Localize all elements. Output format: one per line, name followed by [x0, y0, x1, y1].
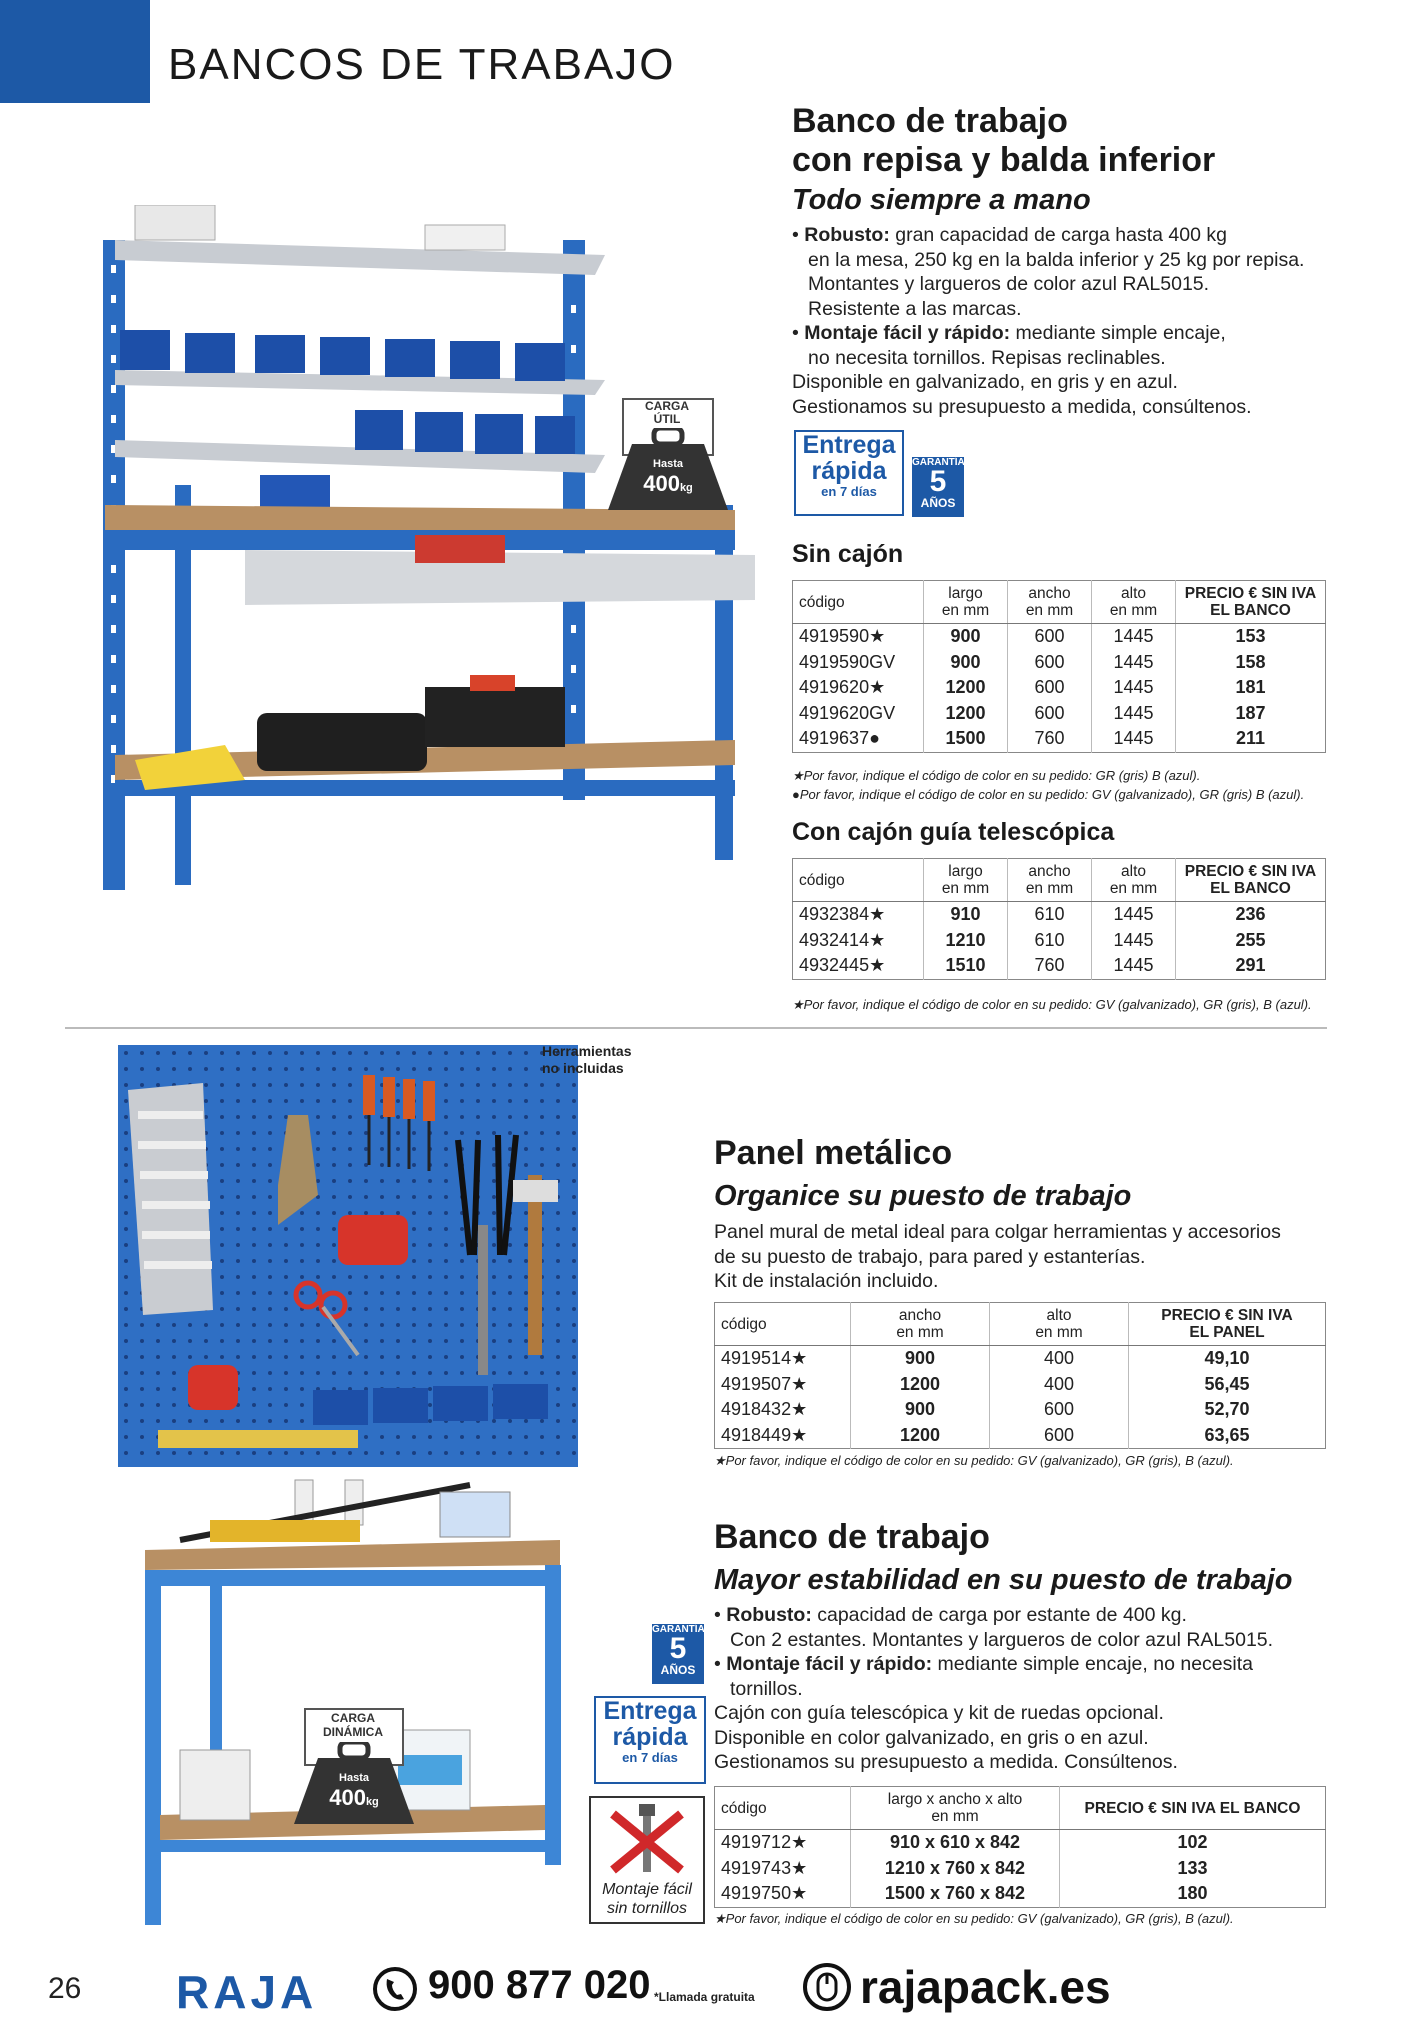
garantia-years: 5 [669, 1632, 687, 1665]
phone-icon [372, 1966, 418, 2012]
tools-not-included-note [542, 1043, 632, 1077]
cell-price: 133 [1177, 1857, 1208, 1878]
garantia-unit: AÑOS [660, 1663, 696, 1677]
cell-code: 4918432★ [715, 1397, 851, 1423]
cell-alto: 1445 [1092, 701, 1176, 727]
product1-bullet2: • Montaje fácil y rápido: mediante simple encaje, [792, 322, 1226, 344]
product1-subtitle: Todo siempre a mano [792, 184, 1091, 216]
bullet-bold: Montaje fácil y rápido: [804, 322, 1011, 344]
cell-price: 255 [1235, 929, 1266, 950]
product2-desc-line: Panel mural de metal ideal para colgar herramientas y accesorios [714, 1221, 1281, 1243]
table-row [715, 1830, 1326, 1856]
table-row [715, 1397, 1326, 1423]
cell-dims: 1500 x 760 x 842 [851, 1881, 1060, 1907]
phone-note: *Llamada gratuita [654, 1990, 755, 2004]
page-number: 26 [48, 1972, 82, 2005]
cell-price: 52,70 [1204, 1399, 1250, 1420]
cell-price: 158 [1235, 651, 1266, 672]
cell-alto: 400 [990, 1346, 1129, 1372]
metal-panel-image [118, 1045, 578, 1467]
cell-dims: 910 x 610 x 842 [851, 1830, 1060, 1856]
cell-price: 187 [1235, 702, 1266, 723]
cell-largo: 1200 [924, 701, 1008, 727]
table-row [793, 650, 1326, 676]
cell-price: 63,65 [1204, 1424, 1250, 1445]
product2-description [714, 1220, 1334, 1294]
col-unit: EL BANCO [1210, 602, 1291, 619]
cell-ancho: 1200 [851, 1423, 990, 1449]
cell-ancho: 600 [1008, 675, 1092, 701]
bullet-bold: Robusto: [726, 1604, 812, 1626]
cell-code: 4919750★ [715, 1881, 851, 1907]
table-row [715, 1881, 1326, 1907]
product1-line: Disponible en galvanizado, en gris y en azul. [792, 371, 1178, 393]
entrega-rapida-badge [594, 1696, 706, 1784]
dinamica-label: DINÁMICA [323, 1725, 383, 1739]
table1-note1: ★Por favor, indique el código de color en su pedido: GR (gris) B (azul). [792, 768, 1201, 783]
weight-value: 400 [329, 1785, 366, 1810]
cell-code: 4919712★ [715, 1830, 851, 1856]
product2-desc-line: Kit de instalación incluido. [714, 1270, 939, 1292]
workbench-simple-image [140, 1470, 580, 1930]
header-color-tab [0, 0, 150, 103]
cell-code: 4919514★ [715, 1346, 851, 1372]
cell-price: 236 [1235, 904, 1266, 925]
product2-title: Panel metálico [714, 1134, 953, 1172]
entrega-line2: rápida [612, 1723, 688, 1751]
raja-logo: RAJA [176, 1966, 318, 2018]
col-unit: en mm [896, 1324, 944, 1341]
table-row [793, 726, 1326, 752]
bullet-continuation: en la mesa, 250 kg en la balda inferior y 25 kg por repisa. [808, 248, 1305, 271]
tools-note-line1: Herramientas [542, 1043, 632, 1059]
cell-ancho: 1200 [851, 1372, 990, 1398]
workbench-shelves-image [95, 205, 775, 925]
col-code: código [793, 859, 924, 902]
product1-bullet1: • Robusto: gran capacidad de carga hasta 400 kg [792, 224, 1227, 246]
garantia-label: GARANTÍA [912, 457, 965, 468]
hasta-label: Hasta [653, 458, 683, 470]
cell-largo: 910 [924, 902, 1008, 928]
cell-code: 4919620★ [793, 675, 924, 701]
col-label: PRECIO € SIN IVA [1184, 863, 1317, 880]
bullet-bold: Robusto: [804, 224, 890, 246]
col-label: PRECIO € SIN IVA [1184, 585, 1317, 602]
col-unit: en mm [1109, 602, 1158, 619]
col-ancho [1008, 859, 1092, 902]
bullet-bold: Montaje fácil y rápido: [726, 1653, 933, 1675]
weight-value-wrap [290, 1785, 418, 1811]
table-row [715, 1346, 1326, 1372]
col-label: largo x ancho x alto [887, 1791, 1023, 1808]
col-code: código [715, 1303, 851, 1346]
col-price [1176, 859, 1326, 902]
garantia-badge [652, 1624, 704, 1684]
cell-price: 291 [1235, 955, 1266, 976]
cell-alto: 1445 [1092, 928, 1176, 954]
cell-ancho: 760 [1008, 953, 1092, 979]
cell-alto: 1445 [1092, 726, 1176, 752]
cell-price: 153 [1235, 626, 1266, 647]
weight-unit: kg [365, 1796, 379, 1808]
cell-alto: 600 [990, 1423, 1129, 1449]
product2-desc-line: de su puesto de trabajo, para pared y estanterías. [714, 1245, 1146, 1268]
table-row [793, 928, 1326, 954]
product3-line: Gestionamos su presupuesto a medida. Consúltenos. [714, 1751, 1178, 1773]
table-row [715, 1423, 1326, 1449]
cell-alto: 1445 [1092, 902, 1176, 928]
cell-ancho: 600 [1008, 624, 1092, 650]
product2-subtitle: Organice su puesto de trabajo [714, 1180, 1132, 1212]
col-unit: en mm [1025, 880, 1074, 897]
col-unit: EL BANCO [1210, 880, 1291, 897]
cell-ancho: 760 [1008, 726, 1092, 752]
col-ancho [1008, 581, 1092, 624]
table-sin-cajon [792, 580, 1326, 753]
bullet-text: gran capacidad de carga hasta 400 kg [889, 224, 1227, 246]
mouse-icon [802, 1962, 852, 2012]
table-row [793, 902, 1326, 928]
table-panel-note: ★Por favor, indique el código de color en su pedido: GV (galvanizado), GR (gris), B (azul). [714, 1453, 1234, 1468]
garantia-unit: AÑOS [920, 496, 956, 510]
col-label: ancho [1028, 585, 1071, 602]
cell-code: 4919507★ [715, 1372, 851, 1398]
cell-code: 4919590★ [793, 624, 924, 650]
table-row [793, 675, 1326, 701]
website-link[interactable]: rajapack.es [860, 1961, 1111, 2013]
section-divider [65, 1027, 1327, 1029]
cell-alto: 1445 [1092, 650, 1176, 676]
product1-title-line1: Banco de trabajo [792, 102, 1068, 140]
col-dims [851, 1787, 1060, 1830]
montaje-facil-badge [589, 1796, 705, 1924]
bullet-text: capacidad de carga por estante de 400 kg. [811, 1604, 1187, 1626]
bullet-continuation: Resistente a las marcas. [808, 297, 1022, 320]
util-label: ÚTIL [653, 412, 681, 426]
col-price [1176, 581, 1326, 624]
entrega-rapida-badge [794, 430, 904, 516]
bullet-continuation: no necesita tornillos. Repisas reclinables. [808, 346, 1166, 369]
cell-ancho: 600 [1008, 650, 1092, 676]
table-banco-note: ★Por favor, indique el código de color en su pedido: GV (galvanizado), GR (gris), B (azul). [714, 1911, 1234, 1926]
table2-heading: Con cajón guía telescópica [792, 818, 1115, 846]
table-row [793, 624, 1326, 650]
table-banco [714, 1786, 1326, 1908]
cell-largo: 900 [924, 650, 1008, 676]
table-row [793, 953, 1326, 979]
col-label: alto [1121, 863, 1146, 880]
table1-heading: Sin cajón [792, 540, 904, 568]
cell-ancho: 610 [1008, 902, 1092, 928]
product3-bullet2: • Montaje fácil y rápido: mediante simple encaje, no necesita [714, 1653, 1253, 1675]
col-unit: EL PANEL [1189, 1324, 1265, 1341]
table-header-row [715, 1787, 1326, 1830]
product3-subtitle: Mayor estabilidad en su puesto de trabajo [714, 1564, 1293, 1596]
cell-code: 4932445★ [793, 953, 924, 979]
bullet-continuation: Montantes y largueros de color azul RAL5015. [808, 273, 1210, 295]
weight-value-wrap [604, 471, 732, 497]
cell-alto: 400 [990, 1372, 1129, 1398]
table2-note: ★Por favor, indique el código de color en su pedido: GV (galvanizado), GR (gris), B (azul). [792, 997, 1312, 1012]
cell-ancho: 900 [851, 1346, 990, 1372]
bullet-continuation: tornillos. [730, 1677, 803, 1700]
table-row [715, 1372, 1326, 1398]
col-label: ancho [1028, 863, 1071, 880]
table-panel [714, 1302, 1326, 1449]
cell-ancho: 900 [851, 1397, 990, 1423]
cell-alto: 600 [990, 1397, 1129, 1423]
table-header-row [715, 1303, 1326, 1346]
cell-largo: 900 [924, 624, 1008, 650]
col-code: código [715, 1787, 851, 1830]
col-label: largo [948, 863, 983, 880]
col-largo [924, 859, 1008, 902]
tools-note-line2: no incluidas [542, 1060, 624, 1076]
col-code: código [793, 581, 924, 624]
table1-note2: ●Por favor, indique el código de color en su pedido: GV (galvanizado), GR (gris) B (azul). [792, 787, 1305, 802]
bullet-text: mediante simple encaje, [1010, 322, 1226, 344]
cell-largo: 1200 [924, 675, 1008, 701]
product3-bullet1: • Robusto: capacidad de carga por estante de 400 kg. [714, 1604, 1187, 1626]
montaje-line1: Montaje fácil [602, 1881, 692, 1898]
entrega-line3: en 7 días [821, 484, 877, 499]
cell-price: 181 [1235, 677, 1266, 698]
col-alto [1092, 581, 1176, 624]
carga-dinamica-badge [290, 1708, 418, 1828]
col-price [1129, 1303, 1326, 1346]
weight-value: 400 [643, 471, 680, 496]
cell-code: 4932414★ [793, 928, 924, 954]
garantia-label: GARANTÍA [652, 1624, 705, 1635]
cell-code: 4919590GV [793, 650, 924, 676]
product1-title-line2: con repisa y balda inferior [792, 141, 1216, 179]
weight-unit: kg [679, 482, 693, 494]
table-row [793, 701, 1326, 727]
entrega-line1: Entrega [603, 1697, 697, 1725]
cell-alto: 1445 [1092, 675, 1176, 701]
col-unit: en mm [941, 602, 990, 619]
col-alto [1092, 859, 1176, 902]
hasta-label: Hasta [339, 1772, 369, 1784]
col-price: PRECIO € SIN IVA EL BANCO [1060, 1787, 1326, 1830]
entrega-line1: Entrega [802, 431, 896, 459]
montaje-line2: sin tornillos [606, 1900, 688, 1917]
carga-label: CARGA [331, 1711, 375, 1725]
cell-alto: 1445 [1092, 953, 1176, 979]
product1-title [792, 102, 1215, 180]
no-screws-icon [605, 1802, 689, 1878]
product1-description [792, 223, 1352, 419]
col-label: alto [1046, 1307, 1072, 1324]
entrega-line3: en 7 días [622, 1750, 678, 1765]
entrega-line2: rápida [811, 457, 887, 485]
product3-line: Disponible en color galvanizado, en gris o en azul. [714, 1726, 1149, 1749]
cell-code: 4919743★ [715, 1856, 851, 1882]
cell-ancho: 610 [1008, 928, 1092, 954]
col-unit: en mm [941, 880, 990, 897]
cell-price: 49,10 [1204, 1348, 1250, 1369]
cell-price: 180 [1177, 1883, 1208, 1904]
carga-util-badge [604, 398, 732, 513]
cell-code: 4932384★ [793, 902, 924, 928]
garantia-badge [912, 457, 964, 517]
cell-alto: 1445 [1092, 624, 1176, 650]
col-unit: en mm [931, 1808, 979, 1825]
cell-code: 4919637● [793, 726, 924, 752]
col-largo [924, 581, 1008, 624]
cell-price: 102 [1177, 1832, 1208, 1853]
cell-largo: 1500 [924, 726, 1008, 752]
bullet-continuation: Con 2 estantes. Montantes y largueros de color azul RAL5015. [730, 1628, 1274, 1651]
col-label: alto [1121, 585, 1146, 602]
table-header-row [793, 581, 1326, 624]
col-label: largo [948, 585, 983, 602]
col-ancho [851, 1303, 990, 1346]
col-alto [990, 1303, 1129, 1346]
cell-code: 4918449★ [715, 1423, 851, 1449]
col-unit: en mm [1109, 880, 1158, 897]
table-row [715, 1856, 1326, 1882]
cell-price: 211 [1235, 728, 1266, 749]
product3-line: Cajón con guía telescópica y kit de ruedas opcional. [714, 1702, 1164, 1724]
garantia-years: 5 [929, 465, 947, 498]
bullet-text: mediante simple encaje, no necesita [932, 1653, 1253, 1675]
montaje-badge-text [591, 1880, 703, 1918]
col-unit: en mm [1025, 602, 1074, 619]
cell-largo: 1510 [924, 953, 1008, 979]
col-unit: en mm [1035, 1324, 1083, 1341]
product3-description [714, 1603, 1334, 1775]
col-label: ancho [898, 1307, 942, 1324]
cell-dims: 1210 x 760 x 842 [851, 1856, 1060, 1882]
cell-price: 56,45 [1204, 1373, 1250, 1394]
table-con-cajon [792, 858, 1326, 980]
table-header-row [793, 859, 1326, 902]
product3-title: Banco de trabajo [714, 1518, 990, 1556]
cell-code: 4919620GV [793, 701, 924, 727]
carga-label: CARGA [645, 399, 689, 413]
product1-line: Gestionamos su presupuesto a medida, consúltenos. [792, 395, 1252, 418]
cell-largo: 1210 [924, 928, 1008, 954]
col-label: PRECIO € SIN IVA [1161, 1307, 1293, 1324]
section-title: BANCOS DE TRABAJO [168, 40, 676, 89]
phone-number[interactable]: 900 877 020 [428, 1963, 651, 2007]
cell-ancho: 600 [1008, 701, 1092, 727]
